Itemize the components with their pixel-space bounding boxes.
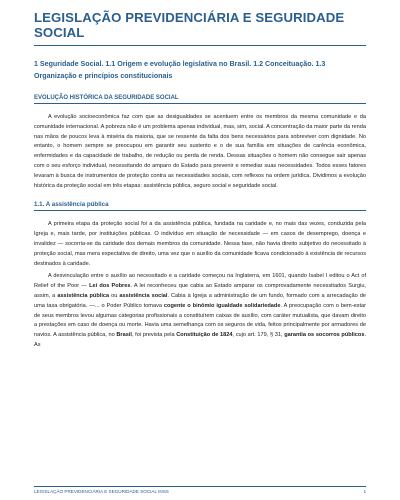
bold-run: assistência social (119, 292, 168, 299)
bold-run: garantia os socorros públicos (284, 332, 365, 339)
intro-paragraph: A evolução socioeconômica faz com que as desigualdades se acentuem entre os membros da mesma comunidade e da comunidade internacional. A pobreza não é um problema apenas individual, mas, sim, social. A concentração da maior parte da renda nas mãos de poucos leva à miséria da maioria, que se ressente da falta dos bens necessários para sobreviver com dignidade. No entanto, o homem sempre se preocupou em garantir seu sustento e o de sua família em situações de carência econômica, enfermidades e da capacidade de trabalho, de redução ou perda de renda. Dessas situações o homem não consegue sair apenas com o seu esforço individual, necessitando do amparo do Estado para prevenir e remediar suas necessidades. Todos esses fatores levaram à busca de instrumentos de proteção contra as necessidades sociais, com reflexos na ordem jurídica. Dividimos a evolução histórica da proteção social em três etapas: assistência pública, seguro social e seguridade social. (34, 114, 366, 189)
page-number: 1 (363, 489, 366, 494)
text-run: ou (109, 292, 120, 299)
document-title: LEGISLAÇÃO PREVIDENCIÁRIA E SEGURIDADE SOCIAL (34, 10, 366, 46)
text-run: . A preocupação com o bem-estar de seus membros levou algumas categorias profissionais a constituírem caixas de auxílio, com caráter mutualista, que davam direito a prestações em caso de doença ou morte. Havia uma semelhança com os seguros de vida, feitos principalmente por armadores de navios. A assistência pública, no (34, 302, 367, 339)
text-run: . As (34, 332, 366, 348)
subsection-heading: 1.1. A assistência pública (34, 201, 366, 211)
text-run: A desvinculação entre o auxílio ao necessitado e a caridade começou na Inglaterra, em 1601, quando Isabel I editou o Act of Relief of the Poor — (34, 273, 366, 290)
page-footer (34, 486, 366, 494)
text-run: . Cabia à Igreja a administração de um fundo, formado com a arrecadação de uma taxa obrigatória. —... o Poder Público tomava (34, 292, 366, 309)
paragraph-lei-dos-pobres (34, 272, 366, 350)
bold-run: Brasil (116, 332, 132, 339)
bold-run: Constituição de 1824 (176, 332, 233, 339)
paragraph-assistencia-publica: A primeira etapa da proteção social foi a da assistência pública, fundada na caridade e, no mais das vezes, conduzida pela Igreja e, mais tarde, por instituições públicas. O indivíduo em situação de necessidade — em casos de desemprego, doença e invalidez — socorria-se da caridade dos demais membros da comunidade. Nessa fase, não havia direito subjetivo do necessitado à proteção social, mas mera expectativa de direito, uma vez que o auxílio da comunidade ficava condicionado à existência de recursos destinados à caridade. (34, 221, 366, 267)
bold-run: cogente o binômio igualdade solidariedade (163, 302, 281, 309)
document-subtitle: 1 Seguridade Social. 1.1 Origem e evolução legislativa no Brasil. 1.2 Conceituação. 1.3 Organização e princípios constitucionais (34, 60, 326, 80)
bold-run: Lei dos Pobres (89, 283, 131, 290)
section-heading: EVOLUÇÃO HISTÓRICA DA SEGURIDADE SOCIAL (34, 95, 366, 104)
text-run: , foi prevista pela (131, 332, 177, 339)
text-run: . A lei reconheceu que cabia ao Estado amparar os comprovadamente necessitados Surgiu, assim, a (34, 283, 366, 299)
footer-title: LEGISLAÇÃO PREVIDENCIÁRIA E SEGURIDADE SOCIAL INSS (34, 489, 169, 494)
bold-run: assistência pública (57, 292, 110, 299)
text-run: , cujo art. 179, § 31, (232, 332, 285, 339)
